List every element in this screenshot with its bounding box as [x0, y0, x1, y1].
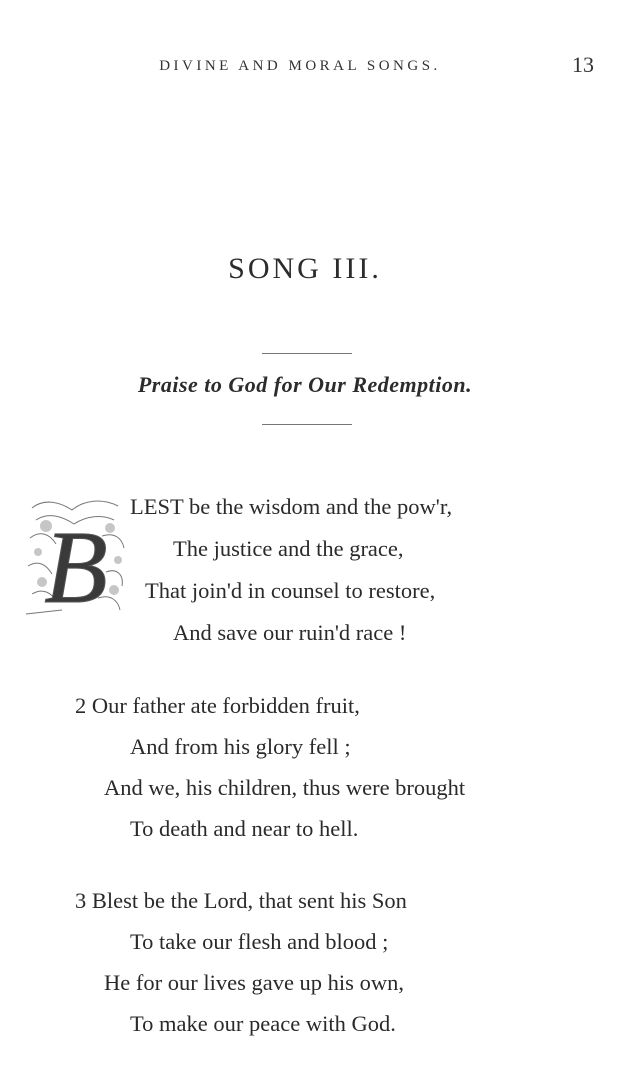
song-title: SONG III. [228, 252, 382, 285]
stanza-1-line-3: That join'd in counsel to restore, [145, 578, 436, 603]
song-subtitle: Praise to God for Our Redemption. [137, 372, 473, 397]
stanza-1-line-2: The justice and the grace, [173, 536, 404, 561]
ornamental-drop-cap-b-icon [22, 490, 130, 620]
divider-rule-top [262, 353, 352, 354]
stanza-3-line-1: 3 Blest be the Lord, that sent his Son [75, 888, 407, 913]
stanza-3-line-2: To take our flesh and blood ; [130, 929, 389, 954]
stanza-2-line-3: And we, his children, thus were brought [104, 775, 466, 800]
stanza-2-line-1: 2 Our father ate forbidden fruit, [75, 693, 360, 718]
page-number: 13 [572, 52, 594, 77]
stanza-1-line-1: LEST be the wisdom and the pow'r, [130, 494, 453, 519]
svg-text:B: B [44, 510, 108, 620]
stanza-3-line-4: To make our peace with God. [130, 1011, 396, 1036]
stanza-2-line-2: And from his glory fell ; [130, 734, 351, 759]
running-title: DIVINE AND MORAL SONGS. [159, 58, 441, 74]
stanza-3-line-3: He for our lives gave up his own, [104, 970, 404, 995]
divider-rule-bottom [262, 424, 352, 425]
stanza-2-line-4: To death and near to hell. [130, 816, 359, 841]
stanza-1-line-4: And save our ruin'd race ! [173, 620, 407, 645]
